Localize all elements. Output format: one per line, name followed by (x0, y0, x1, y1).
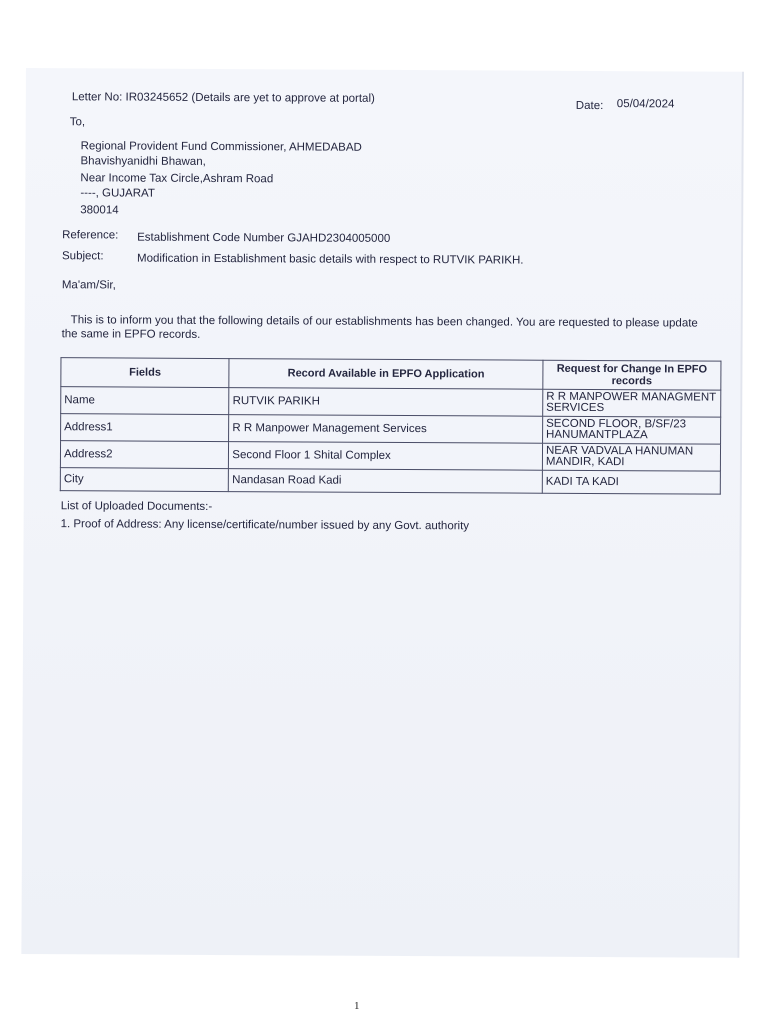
current-value-cell: R R Manpower Management Services (229, 415, 543, 444)
requested-value-cell: SECOND FLOOR, B/SF/23 HANUMANTPLAZA (543, 416, 721, 444)
page-number: 1 (354, 1000, 360, 1012)
recipient-address-line: Near Income Tax Circle,Ashram Road (80, 172, 274, 186)
table-row (60, 468, 720, 494)
to-line: To, (69, 116, 86, 129)
reference-label: Reference: (62, 229, 119, 242)
reference-value: Establishment Code Number GJAHD2304005000 (137, 231, 391, 245)
subject-value: Modification in Establishment basic details with respect to RUTVIK PARIKH. (136, 252, 524, 267)
table-row (60, 441, 720, 471)
table-header-row (61, 358, 721, 390)
document-item: 1. Proof of Address: Any license/certificate/number issued by any Govt. authority (60, 518, 470, 533)
body-line: the same in EPFO records. (61, 328, 201, 341)
date-label: Date: (575, 99, 604, 113)
requested-value-cell: KADI TA KADI (542, 470, 720, 494)
field-name-cell: City (60, 468, 228, 492)
field-name-cell: Address2 (60, 441, 228, 469)
table-row (61, 387, 721, 417)
header-fields: Fields (61, 358, 229, 388)
date-value: 05/04/2024 (616, 98, 675, 111)
field-name-cell: Name (61, 387, 229, 415)
documents-heading: List of Uploaded Documents:- (60, 500, 213, 513)
recipient-address-line: Bhavishyanidhi Bhawan, (80, 155, 206, 168)
table-row (61, 414, 721, 444)
recipient-address-line: 380014 (80, 204, 119, 217)
header-record-available: Record Available in EPFO Application (229, 359, 543, 390)
letter-number: Letter No: IR03245652 (Details are yet to approve at portal) (71, 91, 375, 105)
scanned-letter (21, 68, 744, 958)
body-line: This is to inform you that the following details of our establishments has been changed. You are requested to please update (70, 314, 698, 330)
field-name-cell: Address1 (61, 414, 229, 442)
header-request-change: Request for Change In EPFO records (543, 360, 721, 390)
recipient-address-line: ----, GUJARAT (80, 187, 155, 200)
details-table (60, 357, 722, 494)
requested-value-cell: NEAR VADVALA HANUMAN MANDIR, KADI (542, 443, 720, 471)
current-value-cell: Second Floor 1 Shital Complex (229, 442, 543, 471)
subject-label: Subject: (61, 250, 104, 263)
recipient-address-line: Regional Provident Fund Commissioner, AHMEDABAD (80, 140, 362, 154)
salutation: Ma'am/Sir, (61, 279, 116, 292)
current-value-cell: Nandasan Road Kadi (229, 469, 543, 494)
current-value-cell: RUTVIK PARIKH (229, 388, 543, 417)
requested-value-cell: R R MANPOWER MANAGMENT SERVICES (543, 389, 721, 417)
